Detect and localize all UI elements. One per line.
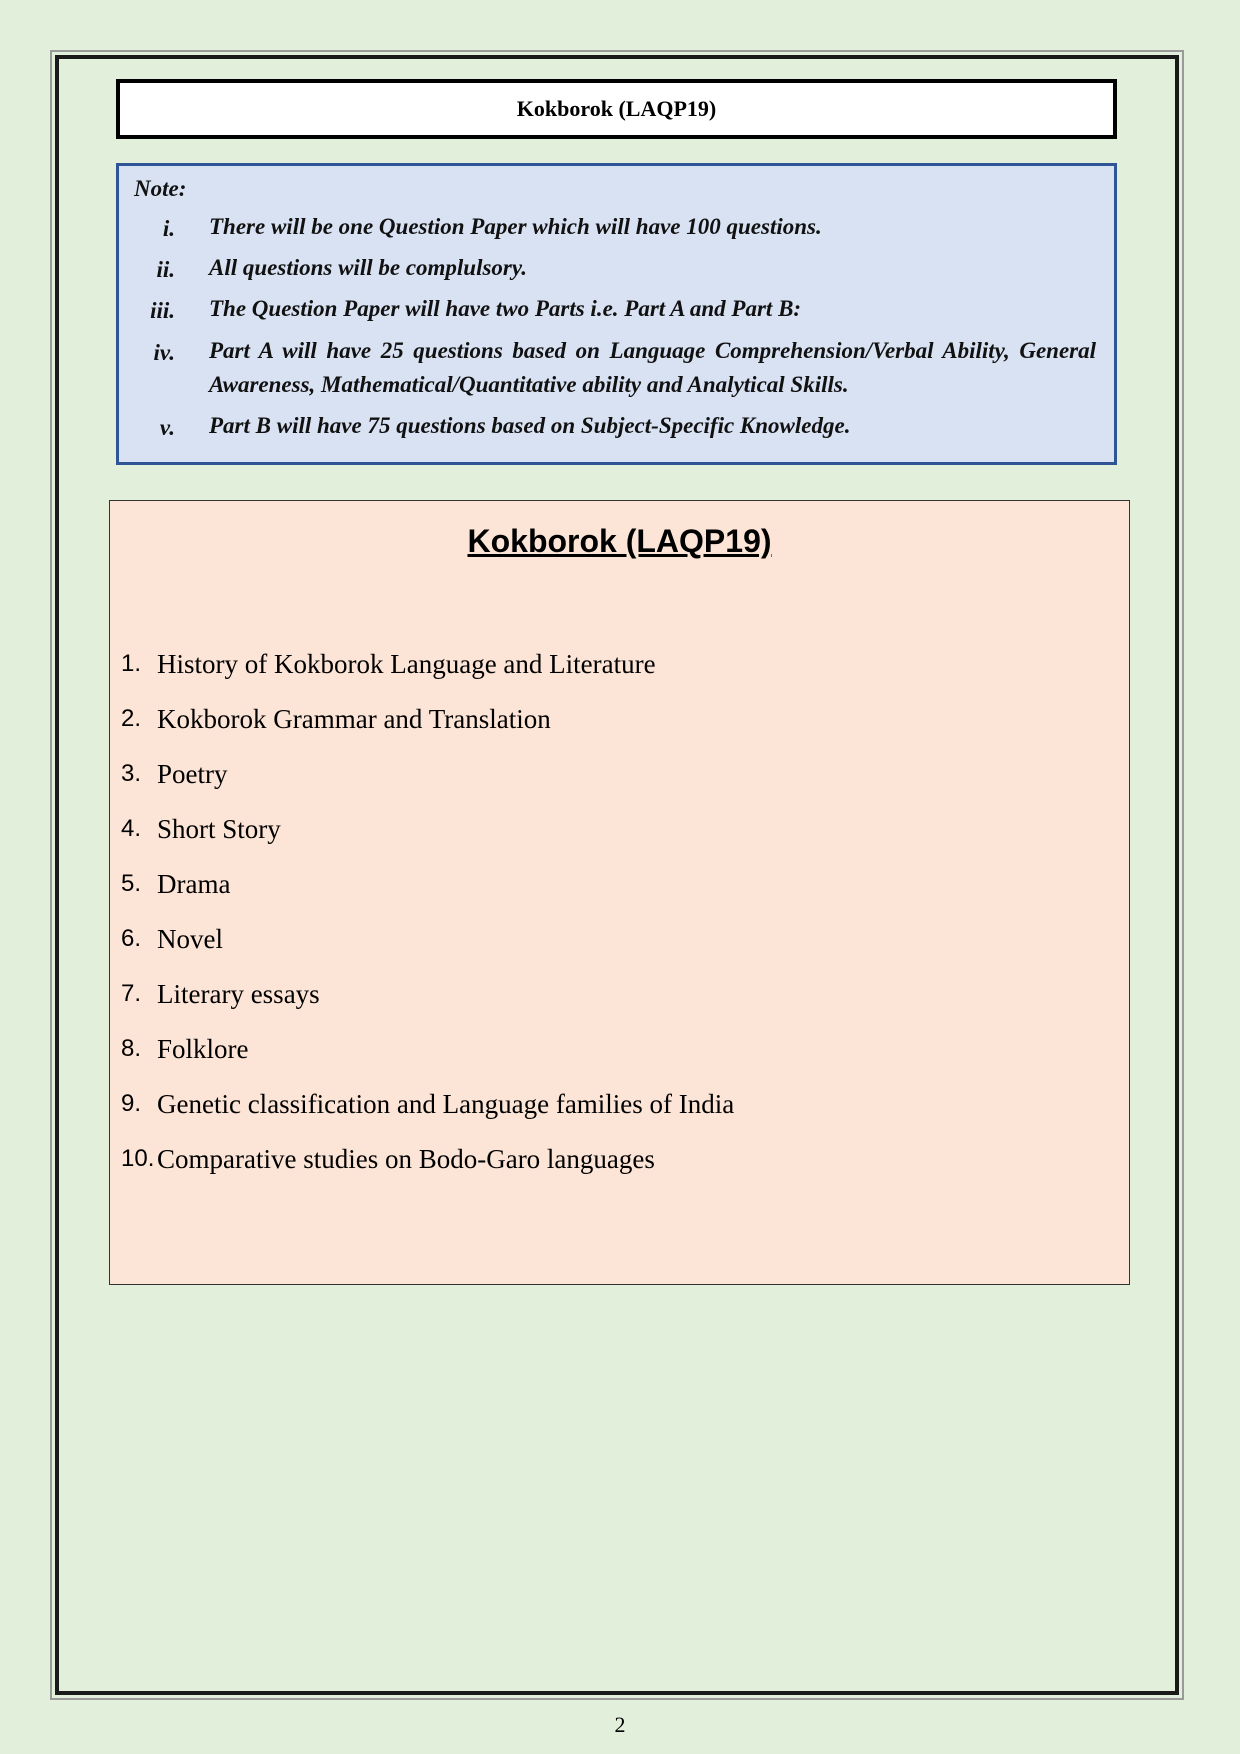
note-item-number: iii.: [150, 298, 175, 323]
list-item-number: 8.: [121, 1035, 142, 1062]
note-item-number: ii.: [156, 257, 175, 282]
list-item-number: 6.: [121, 925, 142, 952]
list-item-text: Folklore: [157, 1034, 249, 1064]
list-item-number: 10.: [121, 1145, 155, 1172]
list-item-number: 2.: [121, 705, 142, 732]
note-item-number: i.: [162, 216, 175, 241]
header-title-box: [116, 79, 1117, 139]
list-item-text: Genetic classification and Language families of India: [157, 1089, 735, 1119]
page-number: 2: [614, 1712, 626, 1737]
note-item-text: Part A will have 25 questions based on Language Comprehension/Verbal Ability, General Awareness, Mathematical/Quantitative ability and Analytical Skills.: [209, 338, 1096, 397]
list-item-number: 1.: [121, 650, 142, 677]
syllabus-title: Kokborok (LAQP19): [467, 523, 772, 559]
list-item-text: Novel: [157, 924, 223, 954]
list-item-text: History of Kokborok Language and Literature: [157, 649, 656, 679]
list-item-text: Poetry: [157, 759, 228, 789]
list-item-number: 5.: [121, 870, 142, 897]
note-item-number: v.: [159, 415, 175, 440]
note-box: [116, 163, 1117, 465]
list-item-number: 3.: [121, 760, 142, 787]
note-item-text: All questions will be complulsory.: [209, 255, 527, 280]
note-item-text: There will be one Question Paper which will have 100 questions.: [209, 214, 822, 239]
header-title: Kokborok (LAQP19): [516, 96, 717, 121]
note-item-text: The Question Paper will have two Parts i.e. Part A and Part B:: [209, 296, 802, 321]
note-item-text: Part B will have 75 questions based on Subject-Specific Knowledge.: [209, 413, 851, 438]
list-item-text: Short Story: [157, 814, 281, 844]
note-item-number: iv.: [153, 340, 175, 365]
list-item-text: Comparative studies on Bodo-Garo languages: [157, 1144, 655, 1174]
note-heading: Note:: [134, 176, 187, 201]
list-item-text: Literary essays: [157, 979, 320, 1009]
list-item-text: Drama: [157, 869, 231, 899]
list-item-text: Kokborok Grammar and Translation: [157, 704, 551, 734]
list-item-number: 7.: [121, 980, 142, 1007]
list-item-number: 9.: [121, 1090, 142, 1117]
syllabus-box: [109, 500, 1130, 1285]
list-item-number: 4.: [121, 815, 142, 842]
